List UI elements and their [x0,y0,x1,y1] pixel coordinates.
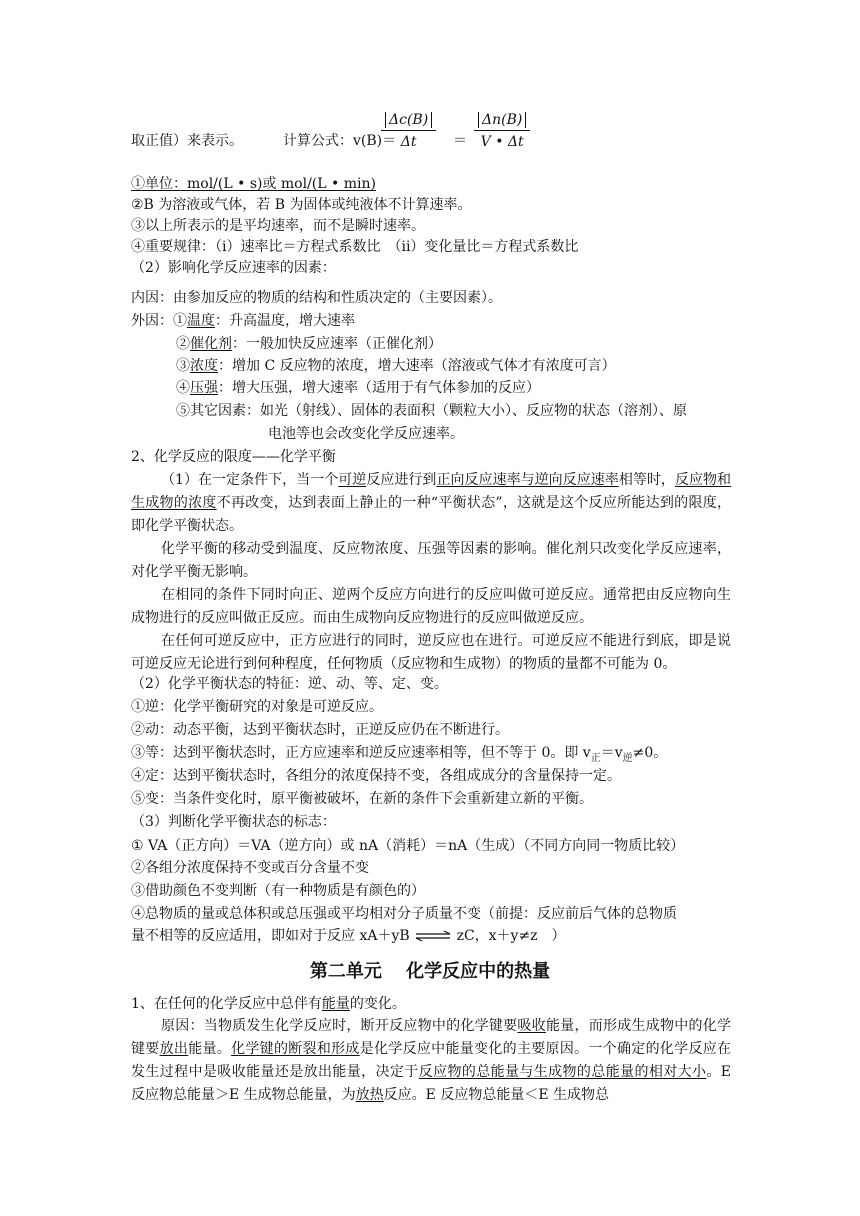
text-line: ⑤其它因素：如光（射线）、固体的表面积（颗粒大小）、反应物的状态（溶剂）、原 [176,403,687,419]
text-line: ③等：达到平衡状态时，正方应速率和逆反应速率相等，但不等于 0。即 $v_正=v_逆\ne 0$。 [131,745,668,764]
section-heading: （2）影响化学反应速率的因素： [131,260,336,276]
text-line: 1、在任何的化学反应中总伴有能量的变化。 [131,996,406,1012]
text-line: ⑤变：当条件变化时，原平衡被破坏，在新的条件下会重新建立新的平衡。 [131,791,593,807]
formula-label: 计算公式：v(B)＝ [283,133,397,149]
equilibrium-arrow-icon [414,930,452,942]
paragraph: （1）在一定条件下，当一个可逆反应进行到正向反应速率与逆向反应速率相等时，反应物和生成物的浓度不再改变，达到表面上静止的一种“平衡状态”，这就是这个反应所能达到的限度，即化学平衡状态。 [131,472,732,534]
text-line: 量不相等的反应适用，即如对于反应 xA＋yB zC，x＋y≠z ） [131,928,566,944]
text-line: 电池等也会改变化学反应速率。 [268,426,464,442]
section-heading: 2、化学反应的限度——化学平衡 [131,449,336,465]
paragraph: 化学平衡的移动受到温度、反应物浓度、压强等因素的影响。催化剂只改变化学反应速率，对化学平衡无影响。 [131,541,731,580]
text-line: 外因：①温度：升高温度，增大速率 [131,313,355,329]
text-line: ④压强：增大压强，增大速率（适用于有气体参加的反应） [176,380,540,396]
fraction-amount-denominator: V • Δt [480,134,524,150]
text-line: ②催化剂：一般加快反应速率（正催化剂） [176,336,442,352]
fraction-concentration [381,112,436,150]
section-heading: （3）判断化学平衡状态的标志： [131,814,336,830]
text-line: ④总物质的量或总体积或总压强或平均相对分子质量不变（前提：反应前后气体的总物质 [131,906,677,922]
paragraph: 原因：当物质发生化学反应时，断开反应物中的化学键要吸收能量，而形成生成物中的化学键要放出能量。化学键的断裂和形成是化学反应中能量变化的主要原因。一个确定的化学反应在发生过程中是吸收能量还是放出能量，决定于反应物的总能量与生成物的总能量的相对大小。E 反应物总能量＞E 生成物总能量，为放热反应。E 反应物总能量＜E 生成物总 [131,1018,732,1103]
paragraph: 在任何可逆反应中，正方应进行的同时，逆反应也在进行。可逆反应不能进行到底，即是说可逆反应无论进行到何种程度，任何物质（反应物和生成物）的物质的量都不可能为 0。 [131,633,731,672]
text-line: ②动：动态平衡，达到平衡状态时，正逆反应仍在不断进行。 [131,722,509,738]
text-line: ②B 为溶液或气体，若 B 为固体或纯液体不计算速率。 [131,197,472,213]
text-line: ③借助颜色不变判断（有一种物质是有颜色的） [131,883,425,899]
unit-heading: 第二单元 化学反应中的热量 [309,961,551,982]
text-line: ④重要规律：（i）速率比＝方程式系数比 （ii）变化量比＝方程式系数比 [131,239,579,255]
fraction-amount [474,112,530,150]
fraction-concentration-numerator: Δc(B) [385,112,432,128]
section-heading: （2）化学平衡状态的特征：逆、动、等、定、变。 [131,676,448,692]
text-line: ③以上所表示的是平均速率，而不是瞬时速率。 [131,218,425,234]
formula-lead-text: 取正值）来表示。 [131,133,243,149]
paragraph: 在相同的条件下同时向正、逆两个反应方向进行的反应叫做可逆反应。通常把由反应物向生成物进行的反应叫做正反应。而由生成物向反应物进行的反应叫做逆反应。 [131,587,731,626]
text-line: ③浓度：增加 C 反应物的浓度，增大速率（溶液或气体才有浓度可言） [176,358,616,374]
text-line: ①单位：mol/(L • s)或 mol/(L • min) [131,176,376,192]
text-line: ②各组分浓度保持不变或百分含量不变 [131,860,369,876]
text-line: ④定：达到平衡状态时，各组分的浓度保持不变，各组成成分的含量保持一定。 [131,768,621,784]
fraction-concentration-denominator: Δt [400,134,417,150]
formula-equals: ＝ [453,133,467,149]
text-line: ①逆：化学平衡研究的对象是可逆反应。 [131,699,383,715]
text-line: 内因：由参加反应的物质的结构和性质决定的（主要因素）。 [131,290,502,306]
fraction-amount-numerator: Δn(B) [478,112,526,128]
text-line: ① VA（正方向）＝VA（逆方向）或 nA（消耗）＝nA（生成）（不同方向同一物质比较） [131,838,685,854]
